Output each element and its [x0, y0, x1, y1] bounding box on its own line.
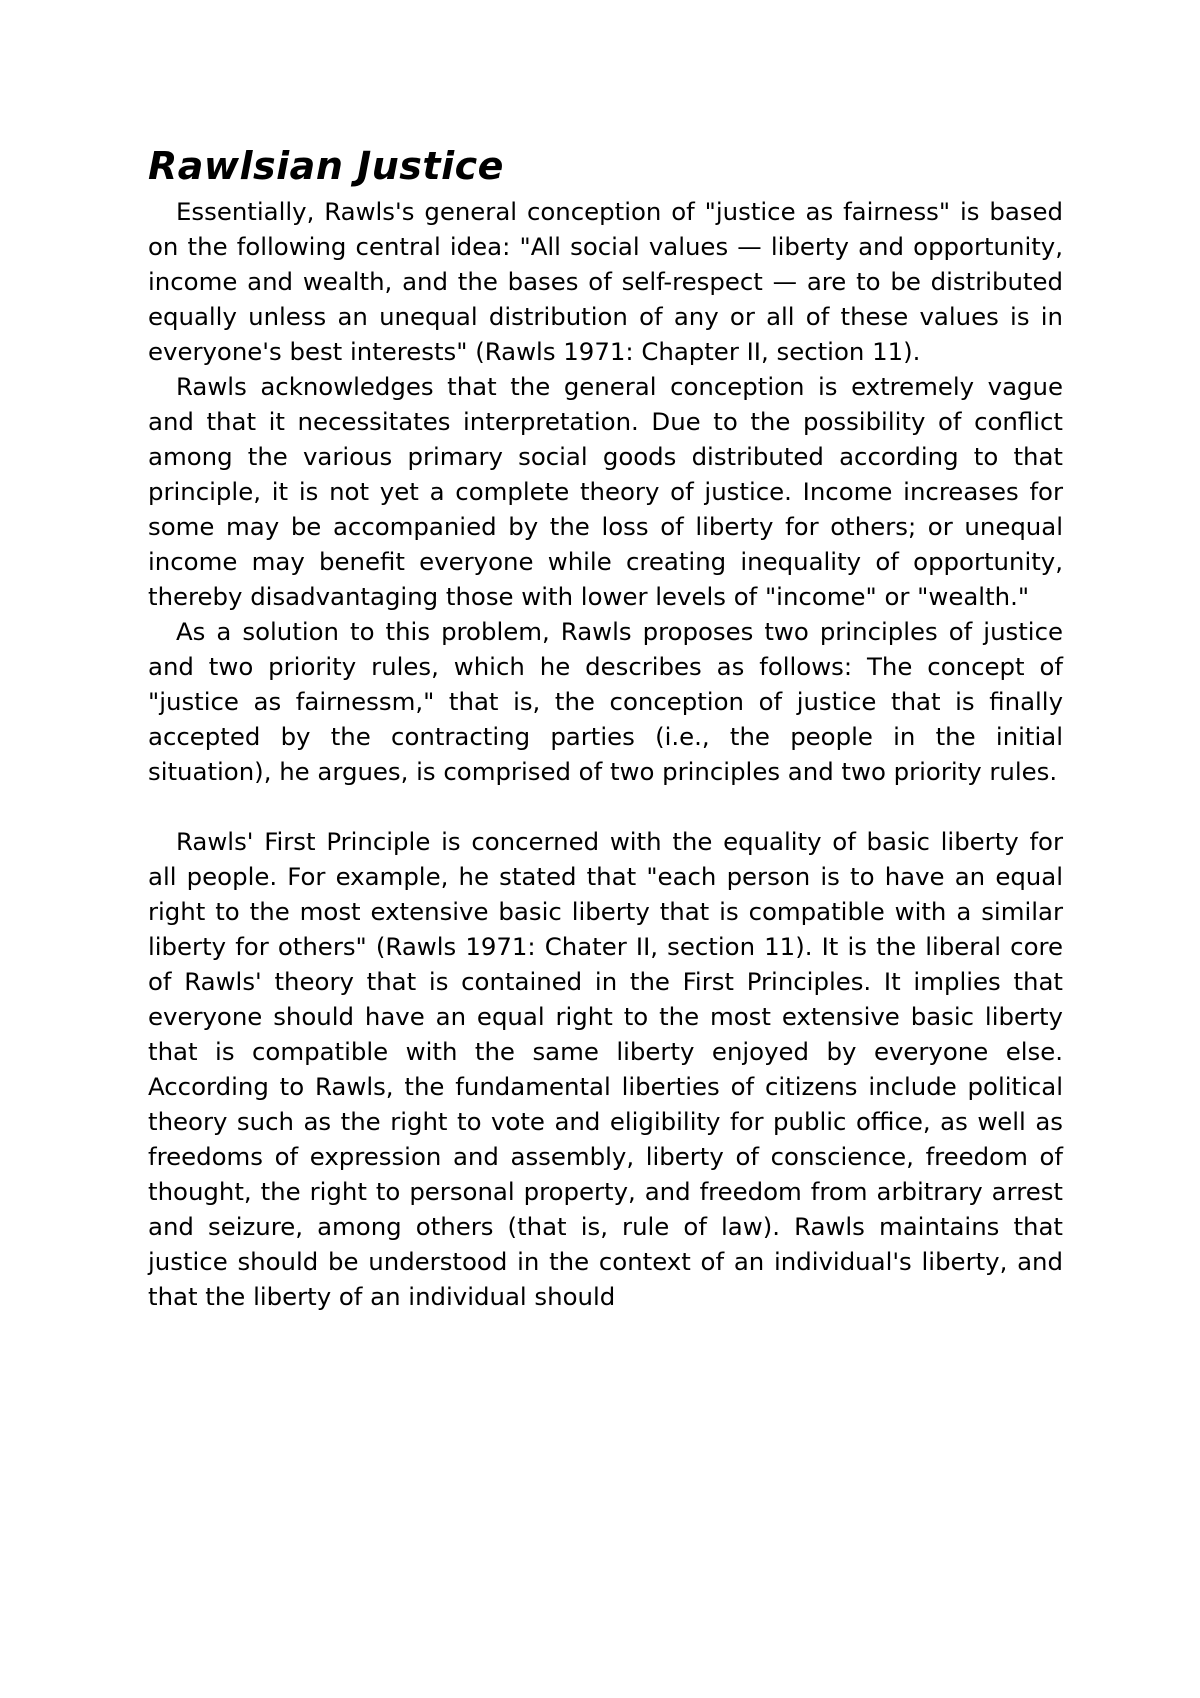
- paragraph-vagueness: Rawls acknowledges that the general conception is extremely vague and that it necessitates interpretation. Due to the possibility of conflict among the various primary social goods distributed according to that principle, it is not yet a complete theory of justice. Income increases for some may be accompanied by the loss of liberty for others; or unequal income may benefit everyone while creating inequality of opportunity, thereby disadvantaging those with lower levels of "income" or "wealth.": [148, 372, 1063, 611]
- document-body: [148, 140, 1063, 1314]
- paragraph-gap: [148, 789, 1063, 824]
- paragraph-two-principles: As a solution to this problem, Rawls proposes two principles of justice and two priority rules, which he describes as follows: The concept of "justice as fairnessm," that is, the conception of justice that is finally accepted by the contracting parties (i.e., the people in the initial situation), he argues, is comprised of two principles and two priority rules.: [148, 617, 1063, 786]
- paragraph-first-principle: Rawls' First Principle is concerned with the equality of basic liberty for all people. For example, he stated that "each person is to have an equal right to the most extensive basic liberty that is compatible with a similar liberty for others" (Rawls 1971: Chater II, section 11). It is the liberal core of Rawls' theory that is contained in the First Principles. It implies that everyone should have an equal right to the most extensive basic liberty that is compatible with the same liberty enjoyed by everyone else. According to Rawls, the fundamental liberties of citizens include political theory such as the right to vote and eligibility for public office, as well as freedoms of expression and assembly, liberty of conscience, freedom of thought, the right to personal property, and freedom from arbitrary arrest and seizure, among others (that is, rule of law). Rawls maintains that justice should be understood in the context of an individual's liberty, and that the liberty of an individual should: [148, 827, 1063, 1311]
- paragraph-general-conception: Essentially, Rawls's general conception of "justice as fairness" is based on the following central idea: "All social values — liberty and opportunity, income and wealth, and the bases of self-respect — are to be distributed equally unless an unequal distribution of any or all of these values is in everyone's best interests" (Rawls 1971: Chapter II, section 11).: [148, 197, 1063, 366]
- page-title: Rawlsian Justice: [148, 144, 504, 188]
